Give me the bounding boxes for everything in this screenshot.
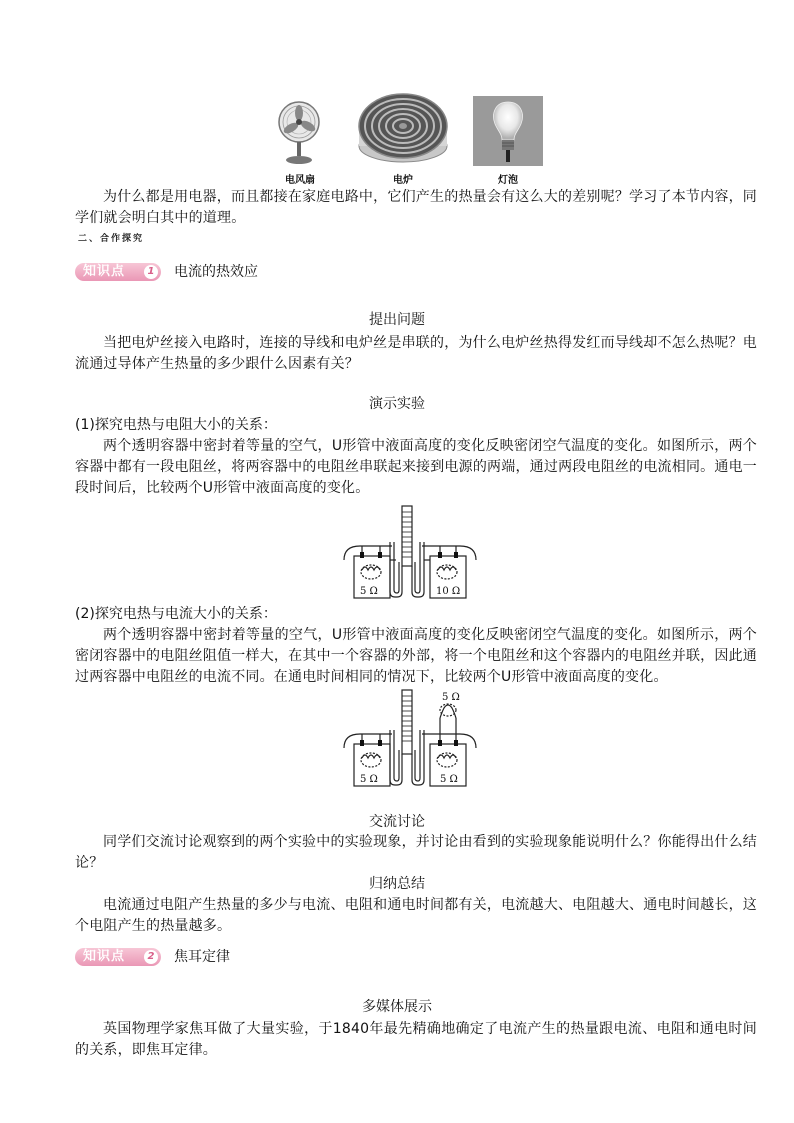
- fig2-left-resistor-label: 5 Ω: [360, 774, 378, 785]
- electric-fan-image: [277, 98, 321, 166]
- experiment2-heading: (2)探究电热与电流大小的关系：: [75, 606, 277, 622]
- fig2-outside-resistor-label: 5 Ω: [442, 692, 460, 703]
- experiment2-diagram: [340, 688, 480, 790]
- discussion-paragraph: 同学们交流讨论观察到的两个实验中的实验现象，并讨论由看到的实验现象能说明什么？你能得出什么结论？: [75, 834, 757, 871]
- intro-paragraph: 为什么都是用电器，而且都接在家庭电路中，它们产生的热量会有这么大的差别呢？学习了本节内容，同学们就会明白其中的道理。: [75, 189, 757, 226]
- knowledge-point-title-2: 焦耳定律: [174, 949, 230, 965]
- bulb-caption: 灯泡: [498, 175, 518, 186]
- light-bulb-image: [473, 96, 543, 166]
- demo-heading: 演示实验: [369, 396, 425, 412]
- question-paragraph: 当把电炉丝接入电路时，连接的导线和电炉丝是串联的，为什么电炉丝热得发红而导线却不怎么热呢？电流通过导体产生热量的多少跟什么因素有关？: [75, 335, 757, 372]
- fan-caption: 电风扇: [285, 175, 315, 186]
- summary-paragraph: 电流通过电阻产生热量的多少与电流、电阻和通电时间都有关，电流越大、电阻越大、通电时间越长，这个电阻产生的热量越多。: [75, 897, 757, 934]
- fig1-left-resistor-label: 5 Ω: [360, 586, 378, 597]
- badge-number: 2: [144, 950, 158, 964]
- electric-stove-image: [357, 90, 450, 167]
- badge-label: 知识点: [83, 949, 126, 964]
- stove-caption: 电炉: [393, 175, 413, 186]
- experiment1-paragraph: 两个透明容器中密封着等量的空气，U形管中液面高度的变化反映密闭空气温度的变化。如图所示，两个容器中都有一段电阻丝，将两容器中的电阻丝串联起来接到电源的两端，通过两段电阻丝的电流相同。通电一段时间后，比较两个U形管中液面高度的变化。: [75, 438, 757, 496]
- question-heading: 提出问题: [369, 312, 425, 328]
- multimedia-heading: 多媒体展示: [362, 999, 432, 1015]
- experiment1-heading: (1)探究电热与电阻大小的关系：: [75, 417, 277, 433]
- experiment2-paragraph: 两个透明容器中密封着等量的空气，U形管中液面高度的变化反映密闭空气温度的变化。如图所示，两个密闭容器中的电阻丝阻值一样大，在其中一个容器的外部，将一个电阻丝和这个容器内的电阻丝并联，因此通过两容器中电阻丝的电流不同。在通电时间相同的情况下，比较两个U形管中液面高度的变化。: [75, 627, 757, 685]
- badge-number: 1: [144, 265, 158, 279]
- experiment1-diagram: [340, 502, 480, 602]
- section-heading: 二、合作探究: [78, 234, 145, 244]
- multimedia-paragraph: 英国物理学家焦耳做了大量实验，于1840年最先精确地确定了电流产生的热量跟电流、电阻和通电时间的关系，即焦耳定律。: [75, 1021, 757, 1058]
- fig2-right-resistor-label: 5 Ω: [440, 774, 458, 785]
- knowledge-point-badge-2: [75, 948, 161, 966]
- knowledge-point-title-1: 电流的热效应: [174, 264, 258, 280]
- fig1-right-resistor-label: 10 Ω: [436, 586, 461, 597]
- summary-heading: 归纳总结: [369, 876, 425, 892]
- discussion-heading: 交流讨论: [369, 814, 425, 830]
- knowledge-point-badge-1: [75, 263, 161, 281]
- badge-label: 知识点: [83, 264, 126, 279]
